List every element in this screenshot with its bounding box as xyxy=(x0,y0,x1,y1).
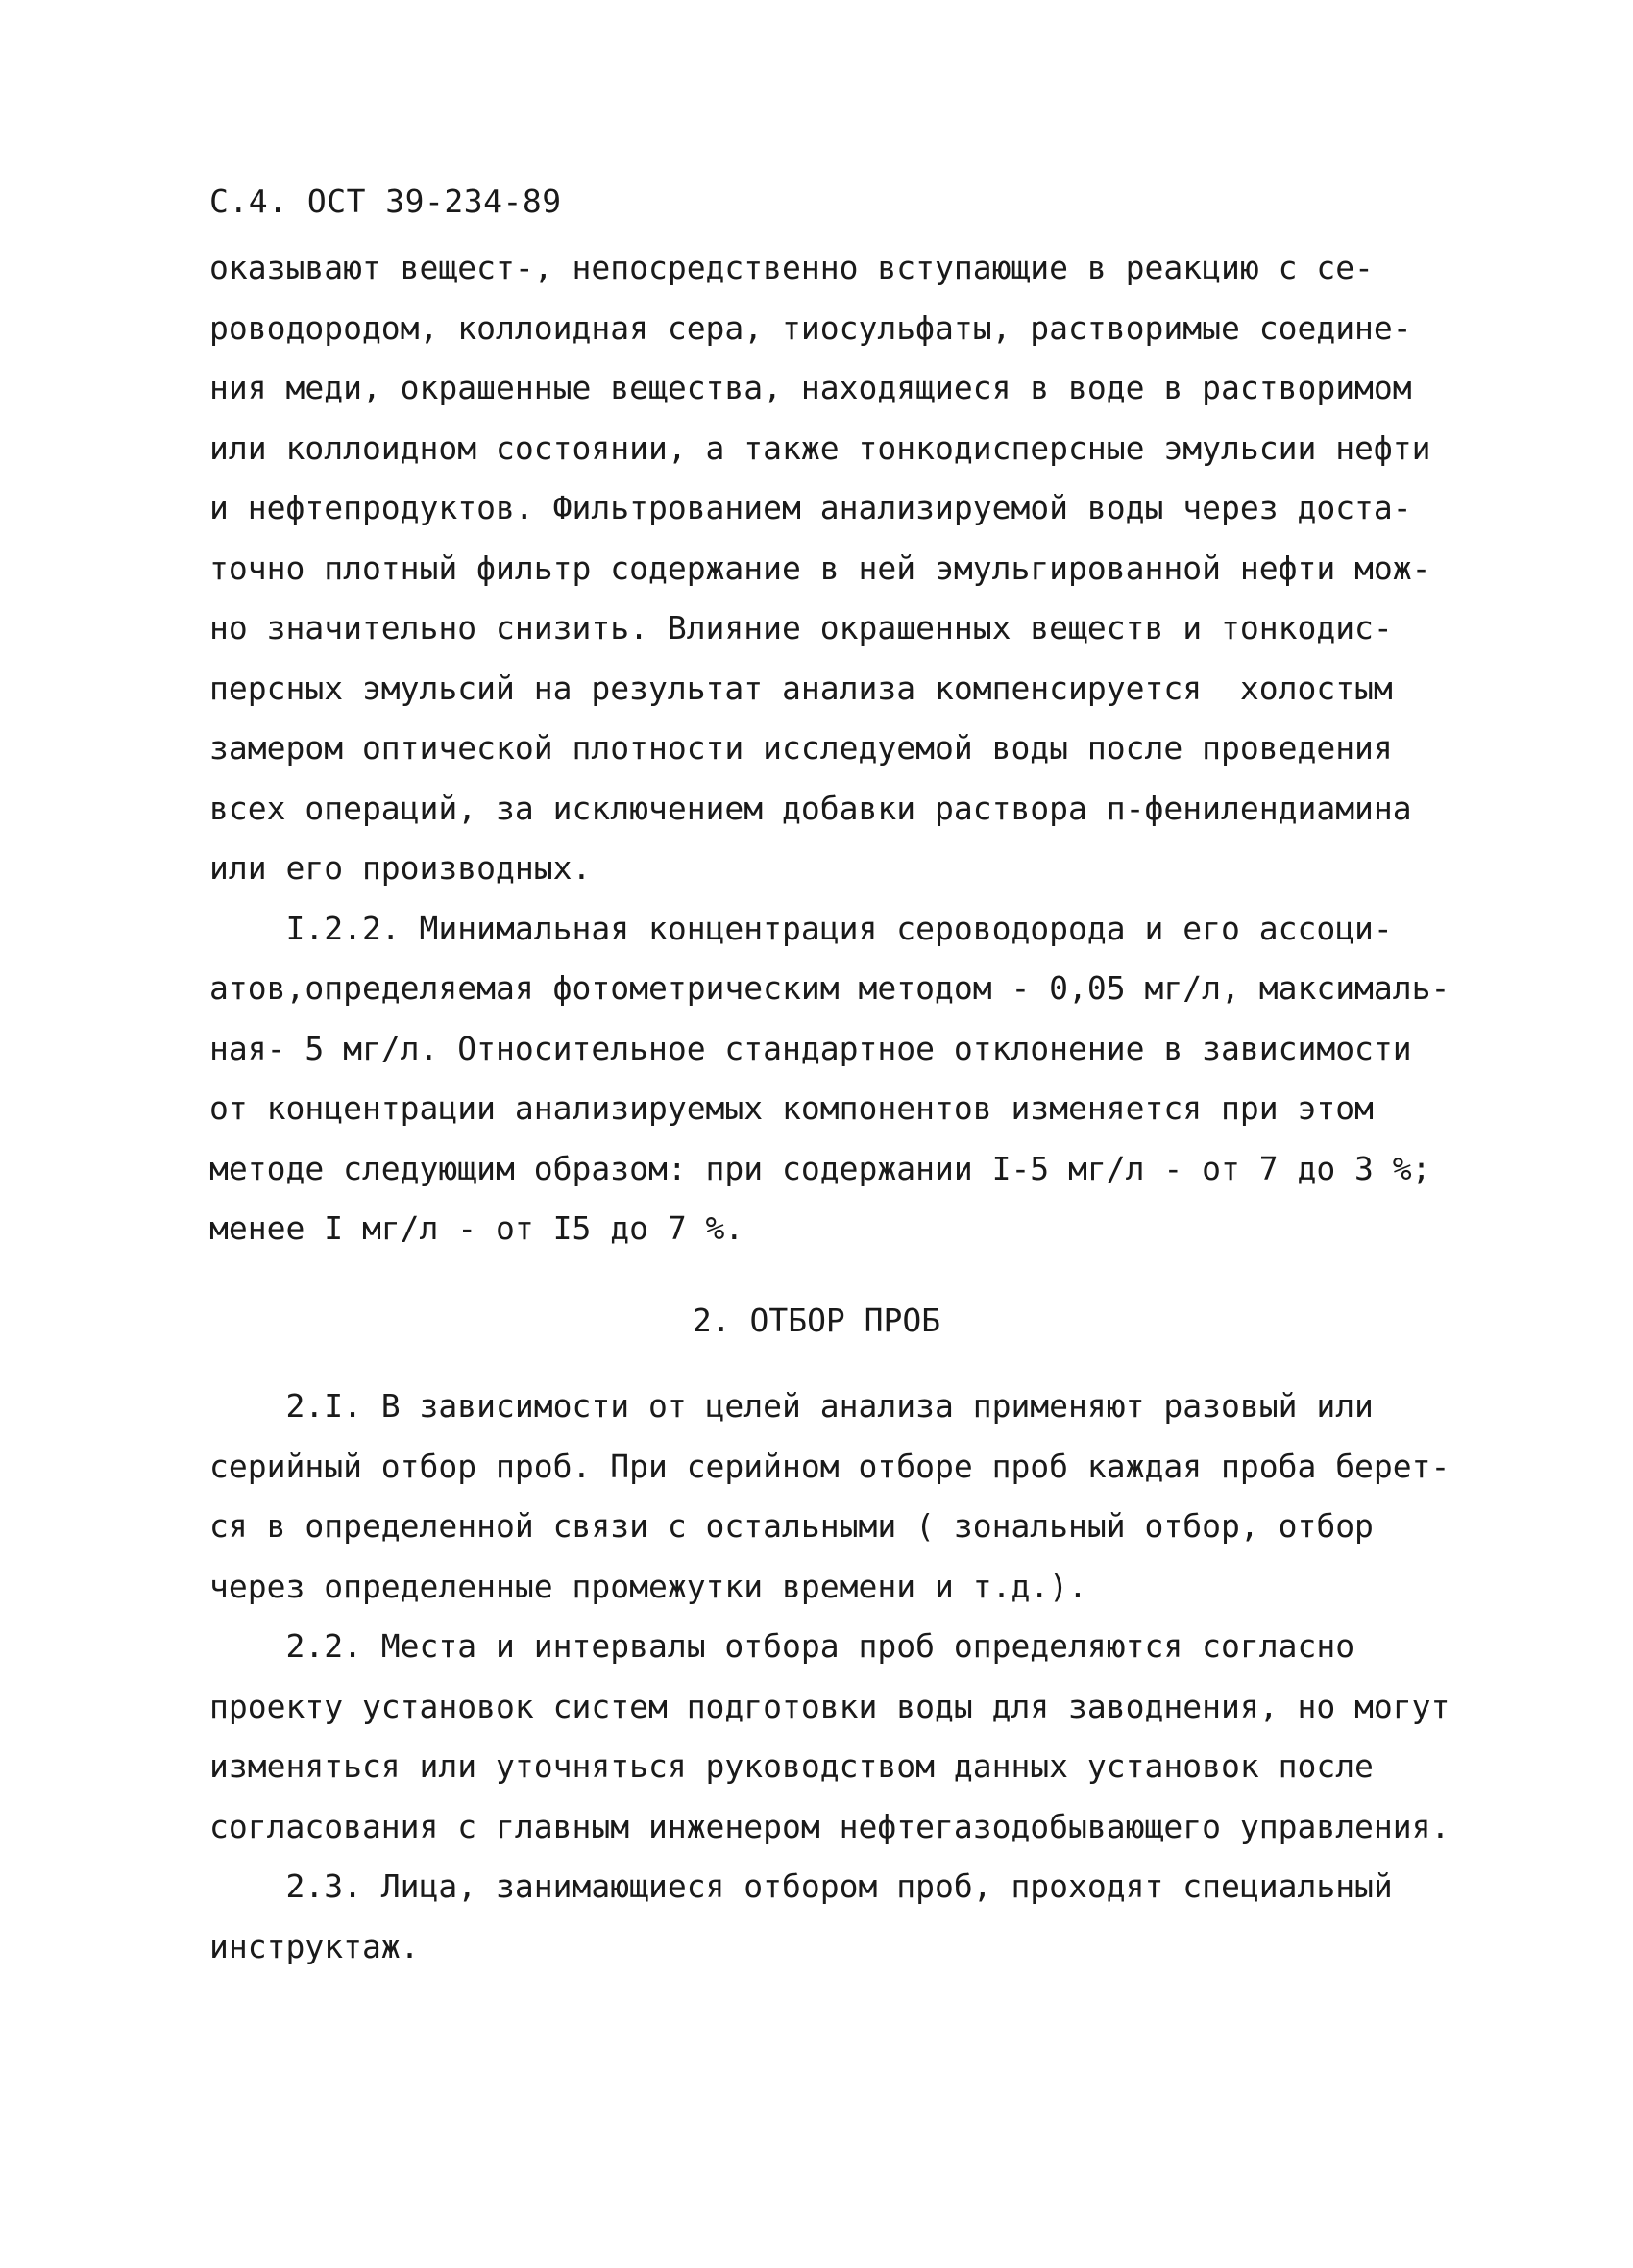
text-line: серийный отбор проб. При серийном отборе проб каждая проба берет- xyxy=(209,1448,1450,1485)
text-line: согласования с главным инженером нефтегазодобывающего управления. xyxy=(209,1808,1450,1845)
text-line: роводородом, коллоидная сера, тиосульфаты, растворимые соедине- xyxy=(209,309,1412,347)
text-line: менее I мг/л - от I5 до 7 %. xyxy=(209,1209,744,1247)
text-line: оказывают вещест‐, непосредственно вступающие в реакцию с се- xyxy=(209,249,1374,286)
text-line: всех операций, за исключением добавки раствора п-фенилендиамина xyxy=(209,790,1412,827)
text-line: и нефтепродуктов. Фильтрованием анализируемой воды через доста- xyxy=(209,489,1412,526)
text-line: атов,определяемая фотометрическим методом - 0,05 мг/л, максималь- xyxy=(209,969,1450,1007)
section-heading: 2. ОТБОР ПРОБ xyxy=(692,1302,941,1339)
text-line: через определенные промежутки времени и т.д.). xyxy=(209,1568,1087,1605)
text-line: проекту установок систем подготовки воды для заводнения, но могут xyxy=(209,1688,1450,1725)
text-line: или его производных. xyxy=(209,849,592,887)
text-line: ния меди, окрашенные вещества, находящиеся в воде в растворимом xyxy=(209,369,1412,406)
page-header: С.4. ОСТ 39-234-89 xyxy=(209,183,562,220)
text-line: методе следующим образом: при содержании I-5 мг/л - от 7 до 3 %; xyxy=(209,1150,1431,1187)
text-line: 2.3. Лица, занимающиеся отбором проб, проходят специальный xyxy=(209,1867,1393,1905)
text-line: или коллоидном состоянии, а также тонкодисперсные эмульсии нефти xyxy=(209,429,1431,467)
text-line: 2.2. Места и интервалы отбора проб определяются согласно xyxy=(209,1627,1355,1665)
text-line: ная- 5 мг/л. Относительное стандартное отклонение в зависимости xyxy=(209,1030,1412,1067)
text-line: но значительно снизить. Влияние окрашенных веществ и тонкодис- xyxy=(209,609,1393,646)
text-line: персных эмульсий на результат анализа компенсируется холостым xyxy=(209,670,1393,707)
text-line: инструктаж. xyxy=(209,1928,420,1965)
text-line: изменяться или уточняться руководством данных установок после xyxy=(209,1747,1374,1785)
text-line: от концентрации анализируемых компонентов изменяется при этом xyxy=(209,1089,1374,1127)
text-line: 2.I. В зависимости от целей анализа применяют разовый или xyxy=(209,1387,1374,1425)
text-line: I.2.2. Минимальная концентрация сероводорода и его ассоци- xyxy=(209,910,1393,947)
text-line: точно плотный фильтр содержание в ней эмульгированной нефти мож- xyxy=(209,549,1431,587)
text-line: замером оптической плотности исследуемой воды после проведения xyxy=(209,729,1393,767)
text-line: ся в определенной связи с остальными ( зональный отбор, отбор xyxy=(209,1507,1374,1545)
